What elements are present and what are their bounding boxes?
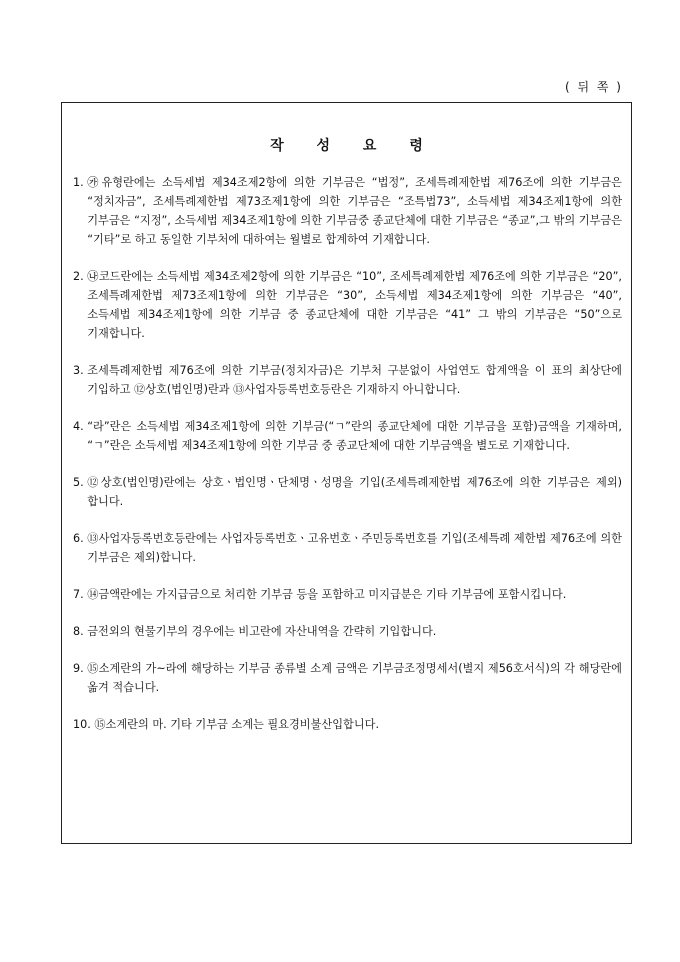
instruction-number: 2. <box>73 270 88 283</box>
instruction-text: ⑫상호(법인명)란에는 상호ㆍ법인명ㆍ단체명ㆍ성명을 기입(조세특례제한법 제76조에 의한 기부금은 제외)합니다. <box>87 476 622 508</box>
instruction-text: 조세특례제한법 제76조에 의한 기부금(정치자금)은 기부처 구분없이 사업연도 합계액을 이 표의 최상단에 기입하고 ⑫상호(법인명)란과 ⑬사업자등록번호등란은 기재하지 아니합니다. <box>87 364 622 396</box>
instruction-item-2 <box>73 267 622 343</box>
instruction-text: ⑮소계란의 가~라에 해당하는 기부금 종류별 소계 금액은 기부금조정명세서(별지 제56호서식)의 각 해당란에 옮겨 적습니다. <box>87 662 622 694</box>
instructions-title: 작 성 요 령 <box>270 138 437 154</box>
instructions-list <box>73 173 622 752</box>
instruction-item-9 <box>73 659 622 697</box>
instruction-number: 3. <box>73 364 88 377</box>
instruction-number: 5. <box>73 476 88 489</box>
instruction-number: 4. <box>73 420 88 433</box>
instruction-item-8 <box>73 622 622 641</box>
instruction-text: 금전외의 현물기부의 경우에는 비고란에 자산내역을 간략히 기입합니다. <box>87 625 437 638</box>
instruction-text: ㉯코드란에는 소득세법 제34조제2항에 의한 기부금은 “10”, 조세특례제한법 제76조에 의한 기부금은 “20”, 조세특례제한법 제73조제1항에 의한 기부금은 “30”, 소득세법 제34조제1항에 의한 기부금은 “40”, 소득세법 제34조제1항에 의한 기부금 중 종교단체에 대한 기부금은 “41” 그 밖의 기부금은 “50”으로 기재합니다. <box>87 270 622 340</box>
instruction-text: ㉮유형란에는 소득세법 제34조제2항에 의한 기부금은 “법정”, 조세특례제한법 제76조에 의한 기부금은 “정치자금”, 조세특례제한법 제73조제1항에 의한 기부금은 “조특법73”, 소득세법 제34조제1항에 의한 기부금은 “지정”, 소득세법 제34조제1항에 의한 기부금중 종교단체에 대한 기부금은 “종교”,그 밖의 기부금은 “기타”로 하고 동일한 기부처에 대하여는 월별로 합계하여 기재합니다. <box>87 176 622 246</box>
instruction-number: 9. <box>73 662 88 675</box>
instructions-box <box>61 102 632 844</box>
instruction-text: ⑬사업자등록번호등란에는 사업자등록번호ㆍ고유번호ㆍ주민등록번호를 기입(조세특례 제한법 제76조에 의한 기부금은 제외)합니다. <box>87 532 622 564</box>
instruction-item-5 <box>73 473 622 511</box>
instruction-item-4 <box>73 417 622 455</box>
instruction-number: 8. <box>73 625 88 638</box>
instruction-text: ⑭금액란에는 가지급금으로 처리한 기부금 등을 포함하고 미지급분은 기타 기부금에 포함시킵니다. <box>87 588 567 601</box>
instruction-number: 6. <box>73 532 88 545</box>
instruction-item-6 <box>73 529 622 567</box>
instruction-number: 1. <box>73 176 88 189</box>
back-page-note: ( 뒤 쪽 ) <box>565 80 623 94</box>
instruction-number: 10. <box>73 718 95 731</box>
instruction-text: ⑮소계란의 마. 기타 기부금 소계는 필요경비불산입합니다. <box>94 718 380 731</box>
instruction-item-7 <box>73 585 622 604</box>
instruction-text: “라”란은 소득세법 제34조제1항에 의한 기부금(“ㄱ”란의 종교단체에 대한 기부금을 포함)금액을 기재하며, “ㄱ”란은 소득세법 제34조제1항에 의한 기부금 중 종교단체에 대한 기부금액을 별도로 기재합니다. <box>87 420 622 452</box>
instruction-item-10 <box>73 715 622 734</box>
instruction-item-3 <box>73 361 622 399</box>
instruction-item-1 <box>73 173 622 249</box>
instruction-number: 7. <box>73 588 88 601</box>
